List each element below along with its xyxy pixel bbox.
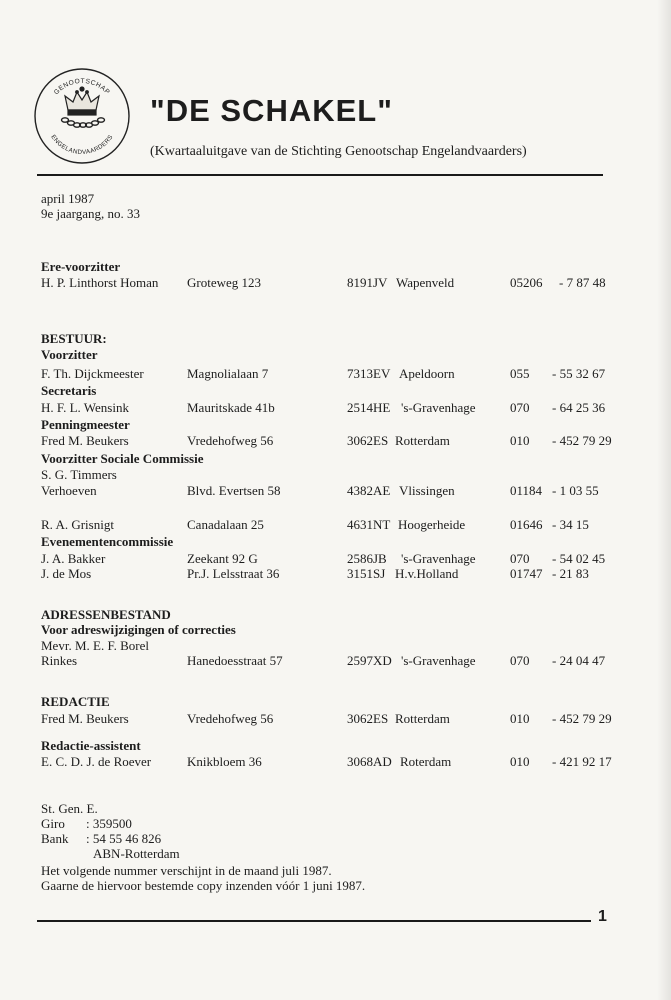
adressenbestand-subheading: Voor adreswijzigingen of correcties xyxy=(41,622,236,637)
svg-text:ENGELANDVAARDERS: ENGELANDVAARDERS xyxy=(49,133,115,157)
contact-street: Magnolialaan 7 xyxy=(187,366,269,381)
bank-label: Bank xyxy=(41,831,69,846)
contact-postcode: 7313EV xyxy=(347,366,391,381)
contact-name: H. F. L. Wensink xyxy=(41,400,129,415)
contact-street: Vredehofweg 56 xyxy=(187,433,274,448)
contact-postcode: 8191JV xyxy=(347,275,388,290)
contact-area-code: 070 xyxy=(510,653,530,668)
contact-street: Mauritskade 41b xyxy=(187,400,275,415)
contact-phone: - 64 25 36 xyxy=(552,400,606,415)
bank-number: : 54 55 46 826 xyxy=(86,831,162,846)
seal-emblem xyxy=(32,66,132,166)
contact-area-code: 070 xyxy=(510,551,530,566)
redactie-assistent-heading: Redactie-assistent xyxy=(41,738,141,753)
contact-city: Vlissingen xyxy=(399,483,455,498)
contact-area-code: 05206 xyxy=(510,275,543,290)
contact-name: Mevr. M. E. F. Borel xyxy=(41,638,150,653)
contact-city: H.v.Holland xyxy=(395,566,459,581)
contact-area-code: 055 xyxy=(510,366,530,381)
issue-volume: 9e jaargang, no. 33 xyxy=(41,206,141,221)
contact-phone: - 55 32 67 xyxy=(552,366,606,381)
role-sociale-commissie: Voorzitter Sociale Commissie xyxy=(41,451,204,466)
contact-postcode: 2597XD xyxy=(347,653,392,668)
contact-phone: - 452 79 29 xyxy=(552,433,612,448)
contact-phone: - 7 87 48 xyxy=(559,275,606,290)
publication-title: "DE SCHAKEL" xyxy=(150,93,393,128)
contact-street: Hanedoesstraat 57 xyxy=(187,653,283,668)
contact-name: S. G. Timmers xyxy=(41,467,117,482)
contact-city: Roterdam xyxy=(400,754,452,769)
contact-street: Blvd. Evertsen 58 xyxy=(187,483,281,498)
contact-city: Rotterdam xyxy=(395,433,450,448)
contact-street: Canadalaan 25 xyxy=(187,517,264,532)
redactie-heading: REDACTIE xyxy=(41,694,110,709)
role-evenementencommissie: Evenementencommissie xyxy=(41,534,174,549)
contact-postcode: 3062ES xyxy=(347,433,389,448)
contact-city: 's-Gravenhage xyxy=(401,400,476,415)
contact-name: Fred M. Beukers xyxy=(41,711,129,726)
contact-postcode: 3151SJ xyxy=(347,566,386,581)
contact-area-code: 010 xyxy=(510,433,530,448)
giro-label: Giro xyxy=(41,816,65,831)
contact-name: Fred M. Beukers xyxy=(41,433,129,448)
contact-phone: - 1 03 55 xyxy=(552,483,599,498)
ere-voorzitter-heading: Ere-voorzitter xyxy=(41,259,121,274)
contact-name: Verhoeven xyxy=(41,483,97,498)
contact-city: 's-Gravenhage xyxy=(401,551,476,566)
contact-city: Apeldoorn xyxy=(399,366,455,381)
issue-date: april 1987 xyxy=(41,191,95,206)
contact-phone: - 421 92 17 xyxy=(552,754,612,769)
contact-area-code: 010 xyxy=(510,711,530,726)
contact-name: J. de Mos xyxy=(41,566,92,581)
contact-postcode: 4382AE xyxy=(347,483,391,498)
contact-name: H. P. Linthorst Homan xyxy=(41,275,159,290)
contact-name: F. Th. Dijckmeester xyxy=(41,366,144,381)
giro-number: : 359500 xyxy=(86,816,132,831)
contact-name: R. A. Grisnigt xyxy=(41,517,114,532)
role-secretaris: Secretaris xyxy=(41,383,97,398)
contact-phone: - 452 79 29 xyxy=(552,711,612,726)
contact-area-code: 01184 xyxy=(510,483,543,498)
crown-icon xyxy=(65,87,99,115)
organisation-abbrev: St. Gen. E. xyxy=(41,801,98,816)
contact-phone: - 34 15 xyxy=(552,517,589,532)
bank-name: ABN-Rotterdam xyxy=(93,846,180,861)
contact-area-code: 01646 xyxy=(510,517,543,532)
contact-postcode: 3068AD xyxy=(347,754,392,769)
contact-phone: - 24 04 47 xyxy=(552,653,606,668)
contact-city: Wapenveld xyxy=(396,275,455,290)
contact-name: J. A. Bakker xyxy=(41,551,106,566)
contact-postcode: 2586JB xyxy=(347,551,387,566)
contact-name: Rinkes xyxy=(41,653,78,668)
svg-text:GENOOTSCHAP: GENOOTSCHAP xyxy=(52,77,112,97)
header-divider xyxy=(37,174,603,176)
contact-street: Knikbloem 36 xyxy=(187,754,262,769)
contact-area-code: 01747 xyxy=(510,566,543,581)
footer-divider xyxy=(37,920,591,922)
contact-area-code: 070 xyxy=(510,400,530,415)
contact-area-code: 010 xyxy=(510,754,530,769)
contact-postcode: 3062ES xyxy=(347,711,389,726)
publication-subtitle: (Kwartaaluitgave van de Stichting Genootschap Engelandvaarders) xyxy=(150,144,527,159)
contact-city: 's-Gravenhage xyxy=(401,653,476,668)
contact-city: Hoogerheide xyxy=(398,517,466,532)
society-seal xyxy=(32,66,132,166)
role-penningmeester: Penningmeester xyxy=(41,417,130,432)
contact-street: Zeekant 92 G xyxy=(187,551,258,566)
adressenbestand-heading: ADRESSENBESTAND xyxy=(41,607,171,622)
page-number: 1 xyxy=(598,908,607,925)
contact-street: Groteweg 123 xyxy=(187,275,262,290)
chain-icon xyxy=(62,118,105,127)
copy-deadline-note: Gaarne de hiervoor bestemde copy inzenden vóór 1 juni 1987. xyxy=(41,878,366,893)
role-voorzitter: Voorzitter xyxy=(41,347,98,362)
contact-street: Vredehofweg 56 xyxy=(187,711,274,726)
contact-postcode: 4631NT xyxy=(347,517,391,532)
contact-city: Rotterdam xyxy=(395,711,450,726)
page-edge-shadow xyxy=(657,0,671,1000)
bestuur-heading: BESTUUR: xyxy=(41,331,107,346)
contact-street: Pr.J. Lelsstraat 36 xyxy=(187,566,280,581)
contact-phone: - 54 02 45 xyxy=(552,551,606,566)
contact-name: E. C. D. J. de Roever xyxy=(41,754,152,769)
contact-phone: - 21 83 xyxy=(552,566,589,581)
next-issue-note: Het volgende nummer verschijnt in de maand juli 1987. xyxy=(41,863,332,878)
contact-postcode: 2514HE xyxy=(347,400,391,415)
